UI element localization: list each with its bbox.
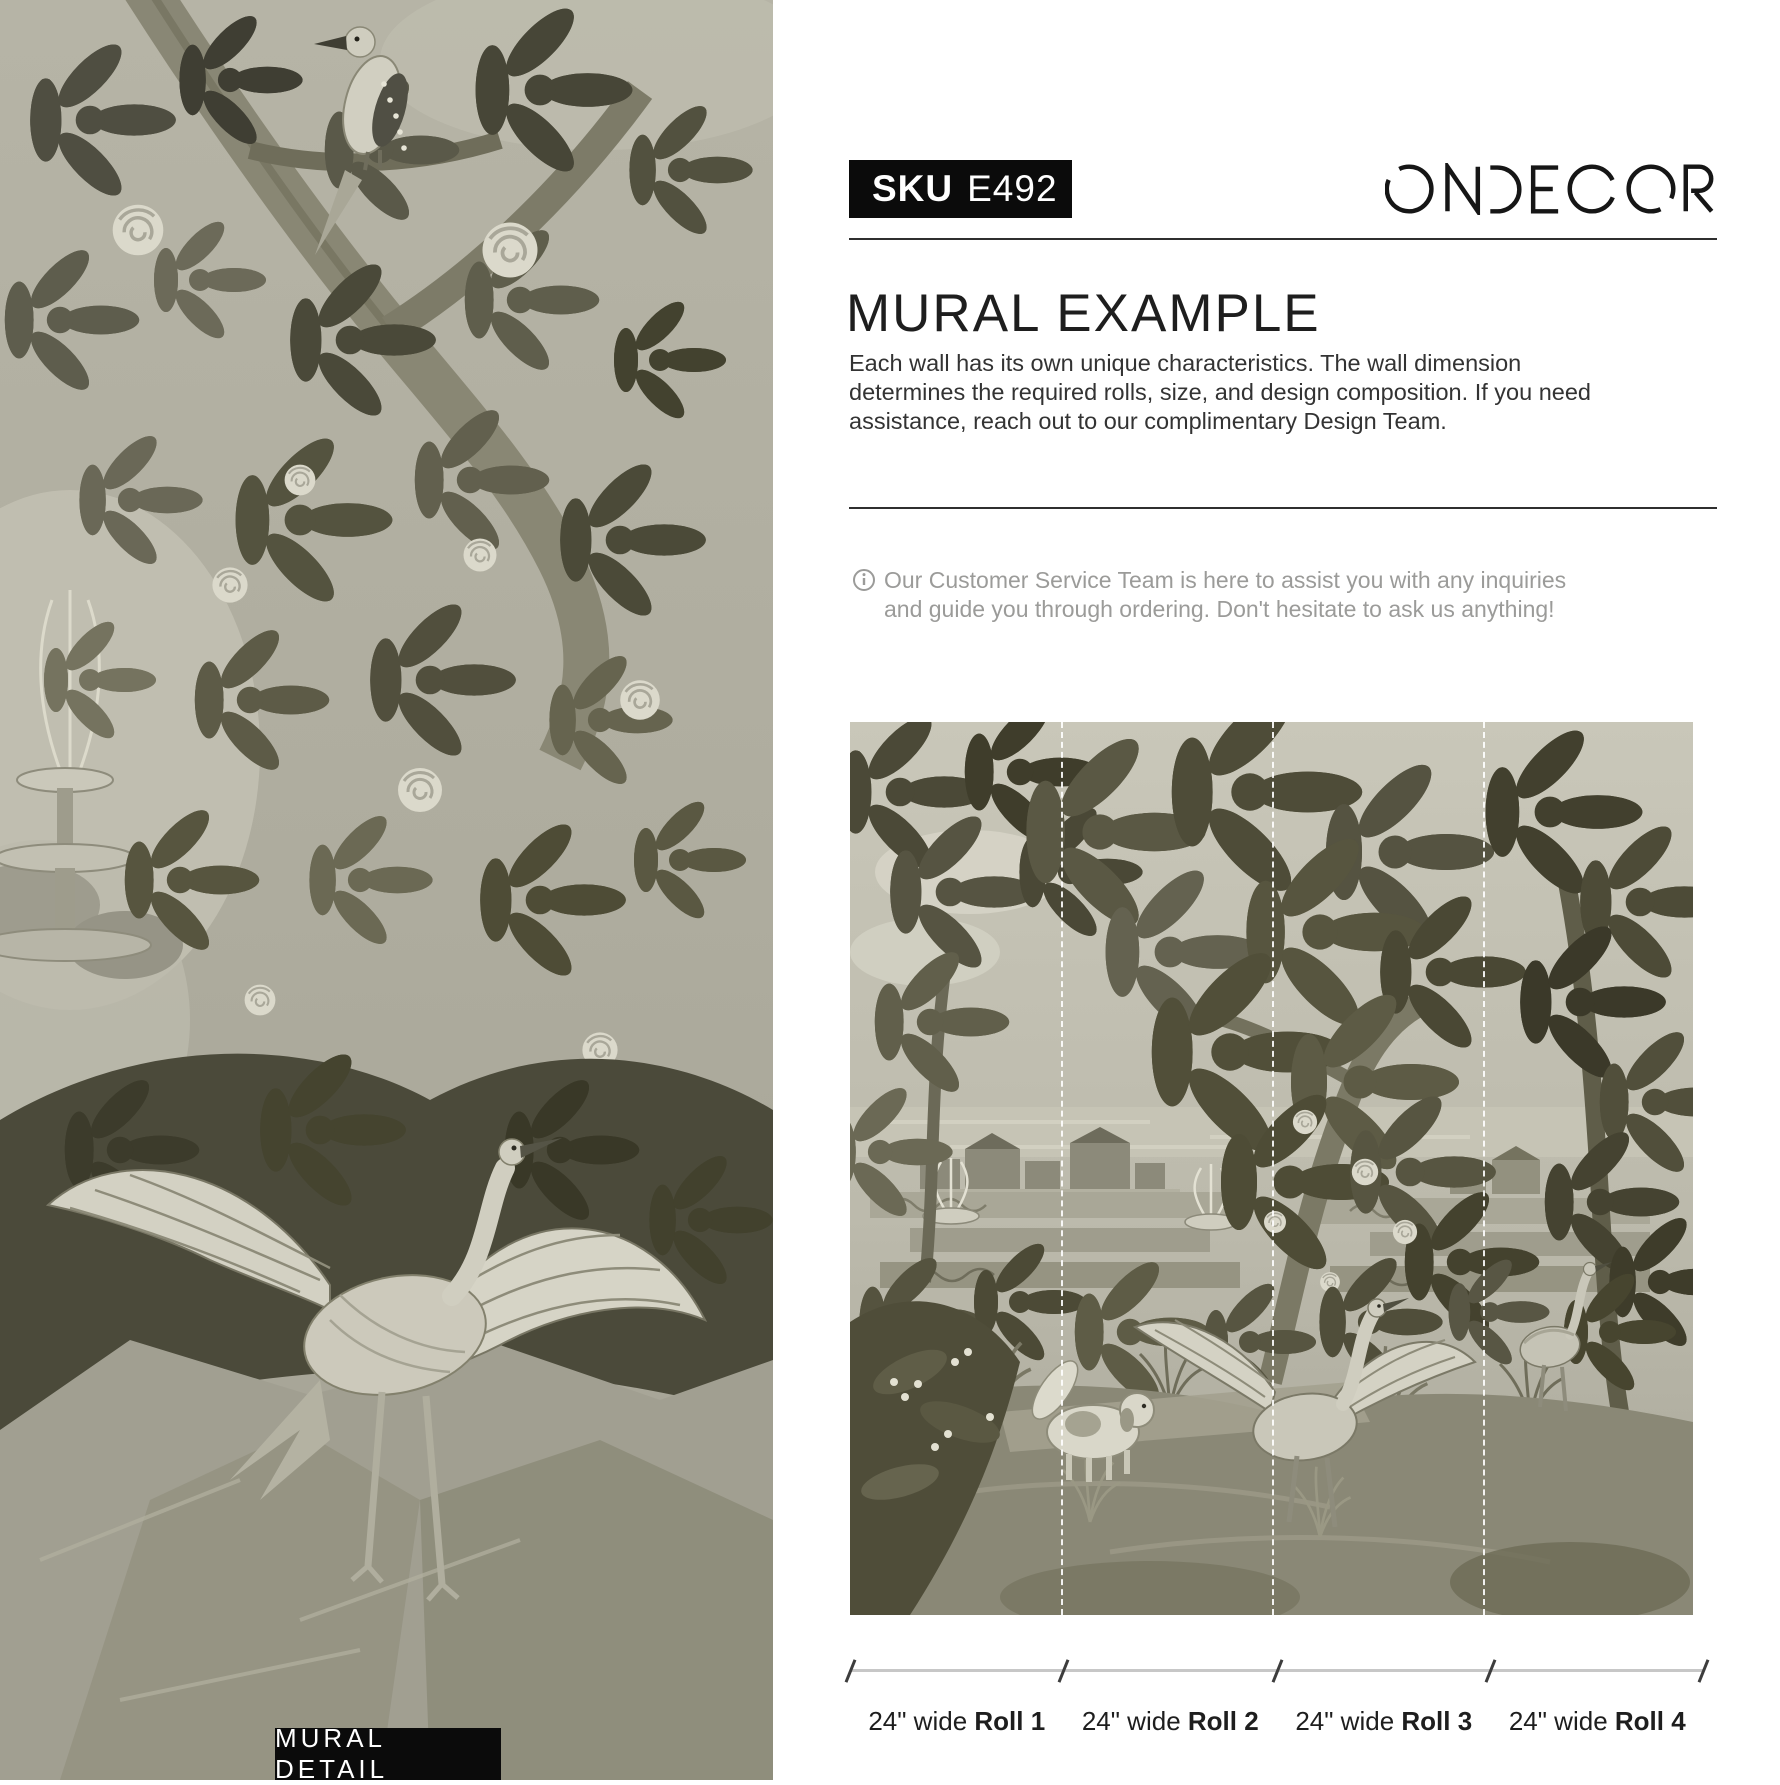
roll-seam-line xyxy=(1272,722,1274,1615)
roll-label-1 xyxy=(850,1706,1064,1737)
roll-size: 24" wide xyxy=(1508,1706,1615,1736)
mural-detail-badge xyxy=(275,1723,501,1784)
sku-label: SKU xyxy=(872,168,954,209)
notice-line: Our Customer Service Team is here to assist you with any inquiries xyxy=(884,567,1567,593)
roll-label-4 xyxy=(1491,1706,1705,1737)
roll-name: Roll 3 xyxy=(1401,1706,1473,1736)
mural-detail-image xyxy=(0,0,773,1780)
description-line: determines the required rolls, size, and design composition. If you need xyxy=(849,379,1591,405)
page-title: MURAL EXAMPLE xyxy=(846,284,1321,343)
customer-service-notice xyxy=(852,566,1692,624)
roll-name: Roll 2 xyxy=(1187,1706,1259,1736)
section-divider xyxy=(849,507,1717,509)
sku-badge xyxy=(849,160,1072,218)
brand-logo xyxy=(1385,163,1717,215)
mural-detail-art xyxy=(0,0,773,1780)
roll-label-2 xyxy=(1064,1706,1278,1737)
roll-name: Roll 1 xyxy=(974,1706,1046,1736)
roll-size: 24" wide xyxy=(1295,1706,1402,1736)
notice-line: and guide you through ordering. Don't hesitate to ask us anything! xyxy=(884,596,1555,622)
ondecor-logo-icon xyxy=(1385,163,1717,215)
header-divider xyxy=(849,238,1717,240)
roll-seam-line xyxy=(1061,722,1063,1615)
roll-size: 24" wide xyxy=(1081,1706,1188,1736)
description-line: Each wall has its own unique characteristics. The wall dimension xyxy=(849,350,1522,376)
sku-value: E492 xyxy=(967,168,1058,209)
roll-label-3 xyxy=(1277,1706,1491,1737)
mural-detail-label: MURAL DETAIL xyxy=(275,1723,389,1784)
info-icon xyxy=(852,568,876,592)
roll-name: Roll 4 xyxy=(1614,1706,1686,1736)
notice-text xyxy=(884,566,1566,624)
roll-seam-line xyxy=(1483,722,1485,1615)
description-text xyxy=(849,349,1729,436)
description-line: assistance, reach out to our complimentary Design Team. xyxy=(849,408,1447,434)
mural-example-image xyxy=(850,722,1693,1615)
roll-size: 24" wide xyxy=(868,1706,975,1736)
roll-labels xyxy=(850,1706,1704,1737)
